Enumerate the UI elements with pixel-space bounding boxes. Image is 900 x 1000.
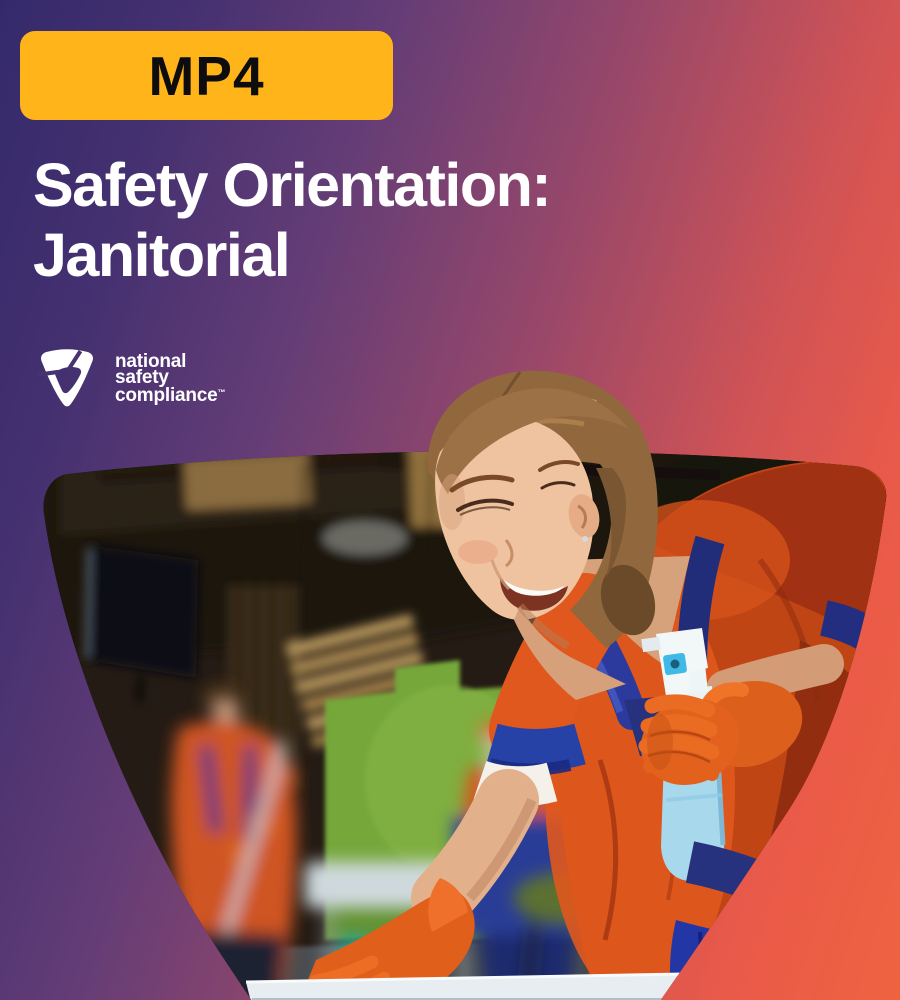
title-line-2: Janitorial [33,221,290,289]
format-badge: MP4 [20,31,393,120]
pants [670,920,780,1000]
title-line-1: Safety Orientation: [33,151,551,219]
logo-word-national: national [115,351,187,372]
spray-nozzle [641,637,661,652]
sleeve-cuff-navy [492,744,580,750]
logo-word-safety: safety [115,366,169,388]
earring [582,536,588,542]
trademark-symbol: ™ [217,388,226,397]
logo-word-compliance: compliance™ [115,385,226,406]
